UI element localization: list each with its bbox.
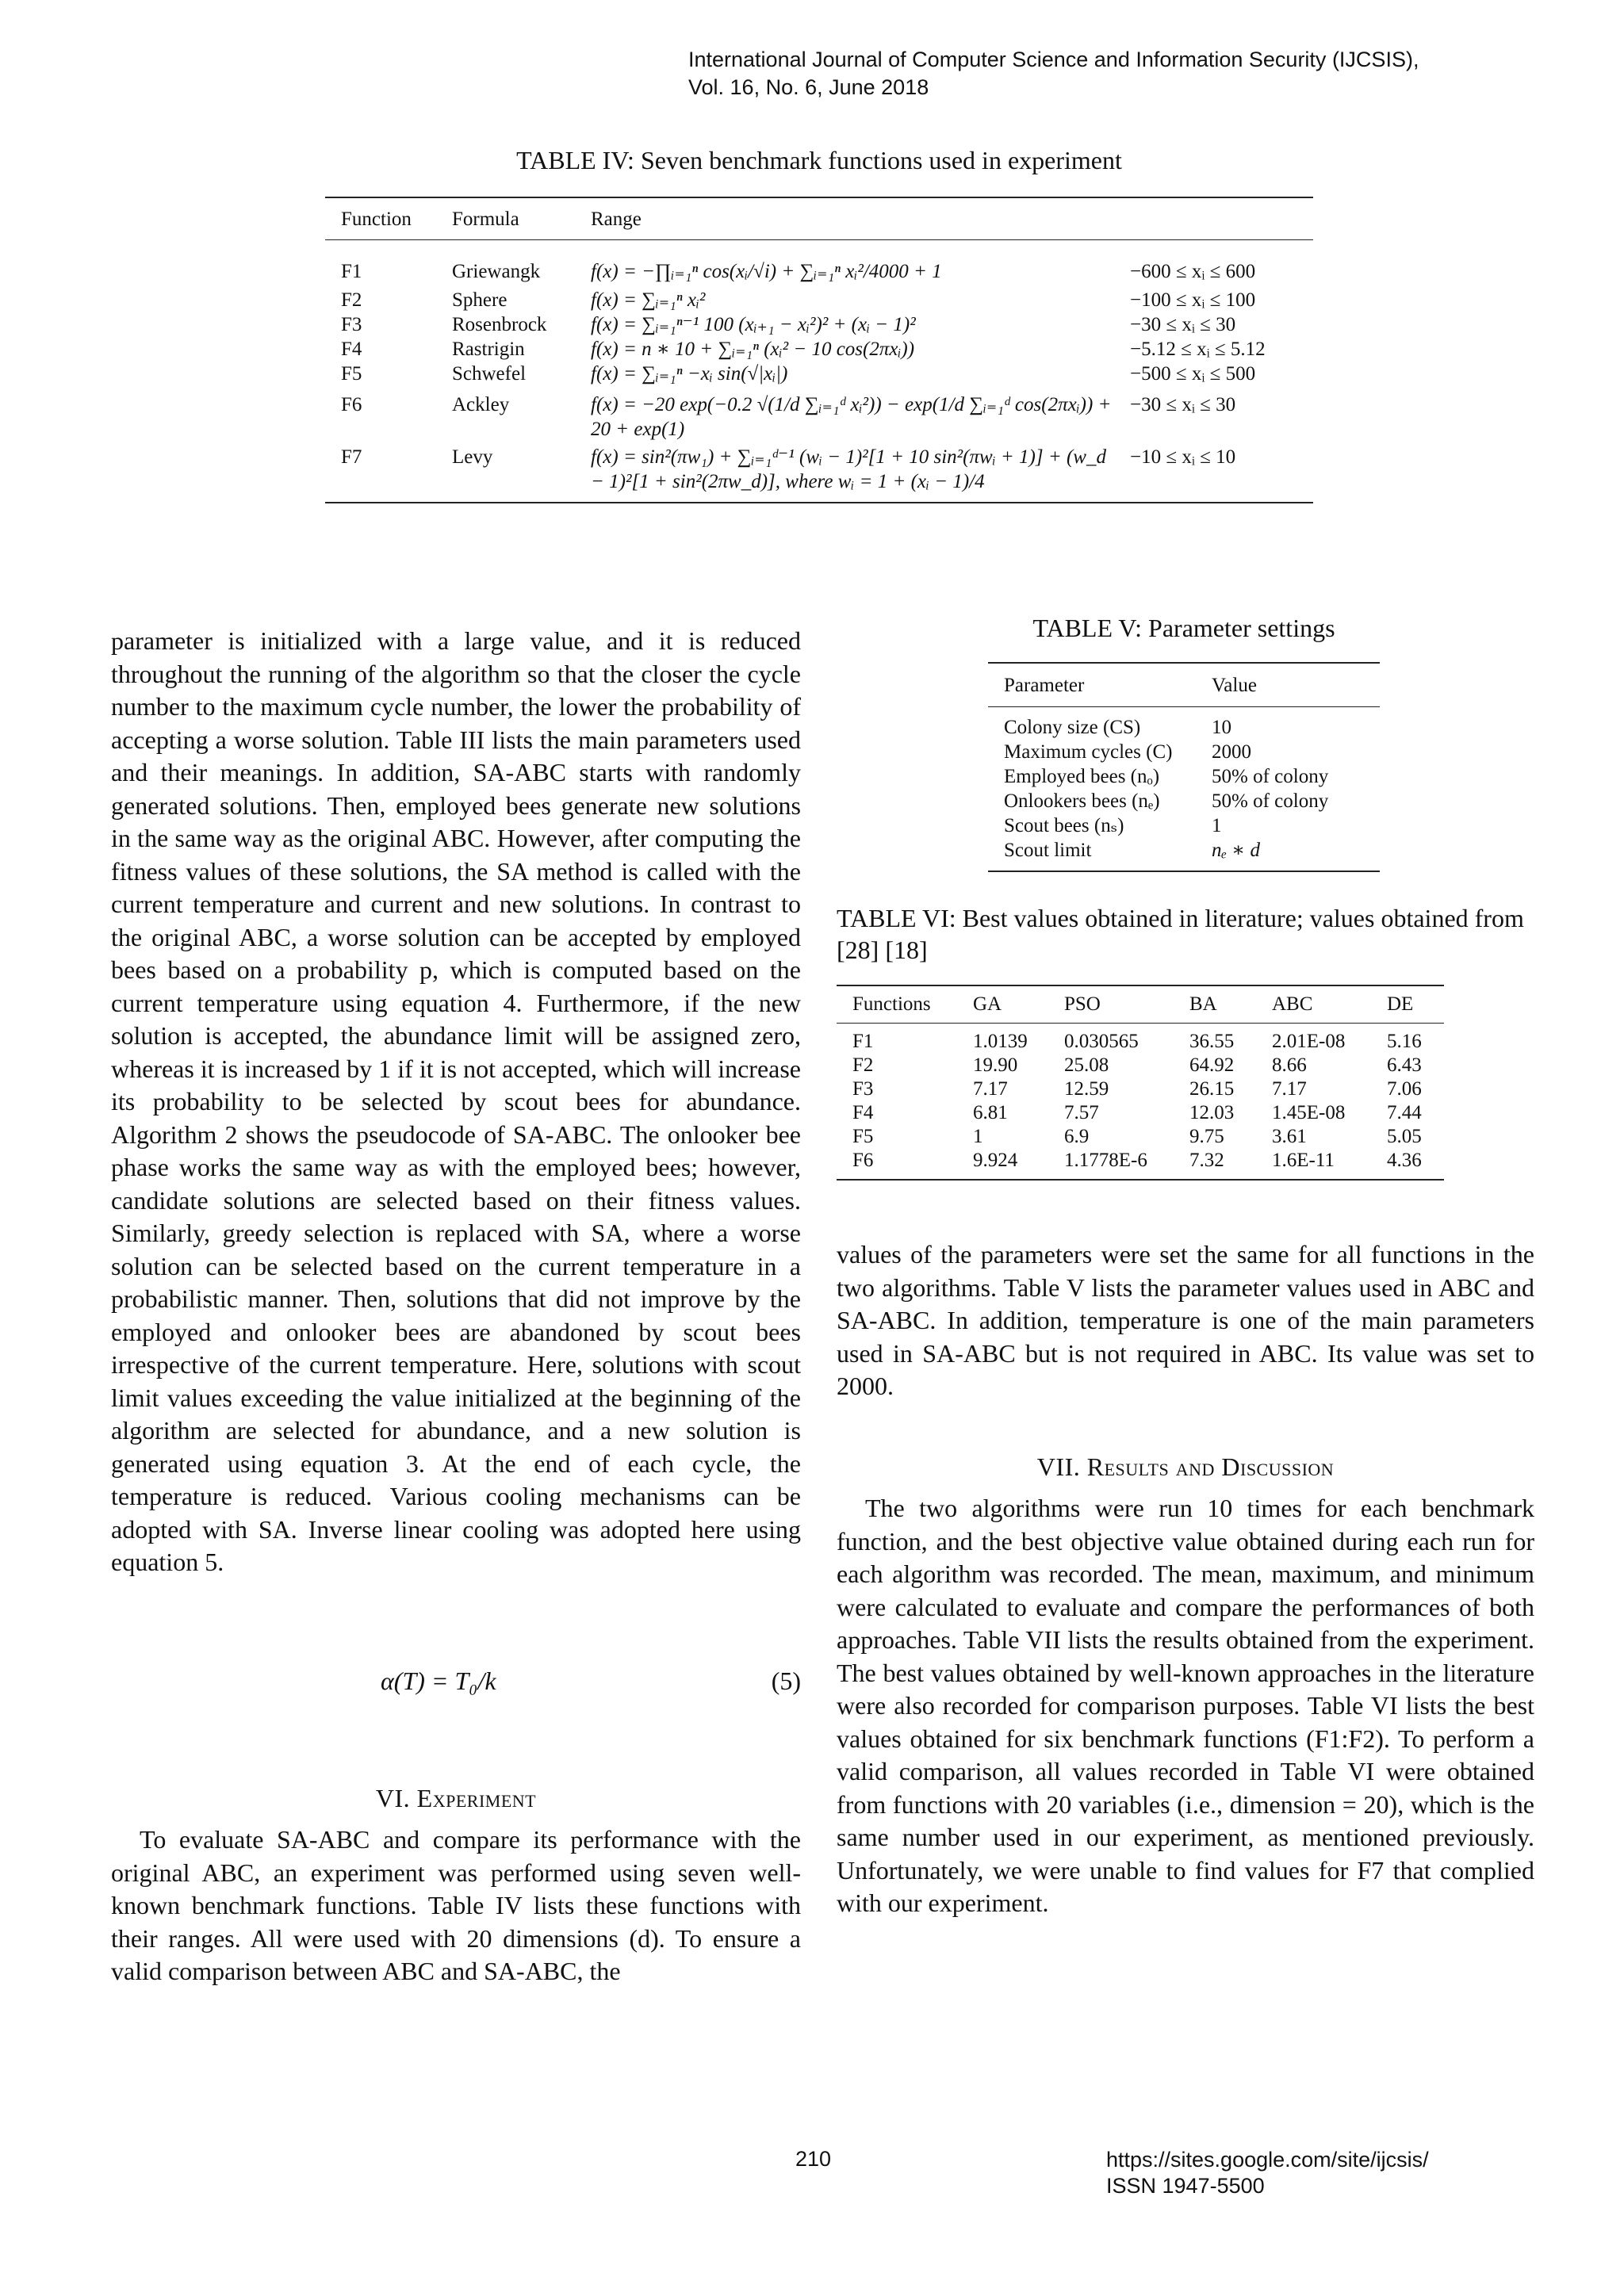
function-range: −100 ≤ xᵢ ≤ 100: [1130, 289, 1256, 311]
table-row: [325, 362, 1313, 386]
function-range: −10 ≤ xᵢ ≤ 10: [1130, 446, 1236, 468]
function-id: F3: [341, 313, 362, 335]
table-row: [988, 789, 1380, 813]
equation-number: (5): [771, 1667, 801, 1695]
table-cell: 5.05: [1387, 1125, 1422, 1147]
function-range: −5.12 ≤ xᵢ ≤ 5.12: [1130, 338, 1266, 360]
table-cell: 64.92: [1189, 1054, 1235, 1076]
function-id: F1: [341, 260, 362, 282]
footer-url: https://sites.google.com/site/ijcsis/: [1106, 2148, 1429, 2172]
table4: [325, 197, 1313, 503]
table-cell: 8.66: [1272, 1054, 1307, 1076]
table-cell: 2.01E-08: [1272, 1030, 1346, 1052]
table4-header-row: [325, 198, 1313, 240]
table-cell: 19.90: [973, 1054, 1018, 1076]
parameter-value: 50% of colony: [1212, 790, 1329, 812]
table6-header-pso: PSO: [1064, 986, 1189, 1024]
table6-header-row: [837, 986, 1444, 1024]
parameter-name: Scout limit: [1004, 839, 1092, 861]
table-row: [837, 1054, 1444, 1077]
table-cell: 1.0139: [973, 1030, 1028, 1052]
table4-header-range: Range: [591, 198, 1130, 240]
table6-header-functions: Functions: [837, 986, 973, 1024]
table-cell: F5: [852, 1125, 874, 1147]
table-cell: 1: [973, 1125, 983, 1147]
left-paragraph-1: parameter is initialized with a large value, and it is reduced throughout the running of the algorithm so that the closer the cycle number to the maximum cycle number, the lower the probability of accepting a worse solution. Table III lists the main parameters used and their meanings. In addition, SA-ABC starts with randomly generated solutions. Then, employed bees generate new solutions in the same way as the original ABC. However, after computing the fitness values of these solutions, the SA method is called with the current temperature and current and new solutions. In contrast to the original ABC, a worse solution can be accepted by employed bees based on a probability p, which is computed based on the current temperature using equation 4. Furthermore, if the new solution is accepted, the abundance limit will be assigned zero, whereas it is increased by 1 if it is not accepted, which will increase its probability to be selected by scout bees for abundance. Algorithm 2 shows the pseudocode of SA-ABC. The onlooker bee phase works the same way as with the employed bees; however, candidate solutions are selected based on their fitness values. Similarly, greedy selection is replaced with SA, where a worse solution can be selected based on the current temperature in a probabilistic manner. Then, solutions that did not improve by the employed and onlooker bees are abandoned by scout bees irrespective of the current temperature. Here, solutions with scout limit values exceeding the value initialized at the beginning of the algorithm are selected for abundance, and a new solution is generated using equation 3. At the end of each cycle, the temperature is reduced. Various cooling mechanisms can be adopted with SA. Inverse linear cooling was adopted here using equation 5.: [111, 626, 801, 1576]
equation-5: [111, 1667, 801, 1701]
table-cell: 6.9: [1064, 1125, 1090, 1147]
table4-caption: TABLE IV: Seven benchmark functions used in experiment: [516, 146, 1122, 174]
function-name: Rosenbrock: [452, 313, 547, 335]
function-name: Schwefel: [452, 362, 527, 385]
left-paragraph-2: To evaluate SA-ABC and compare its performance with the original ABC, an experiment was performed using seven well-known benchmark functions. Table IV lists these functions with their ranges. All were used with 20 dimensions (d). To ensure a valid comparison between ABC and SA-ABC, the: [111, 1825, 801, 1985]
table-cell: F6: [852, 1149, 874, 1171]
table-cell: 7.17: [1272, 1077, 1307, 1100]
function-formula: f(x) = ∑ᵢ₌₁ⁿ xᵢ²: [591, 289, 706, 311]
table-cell: F2: [852, 1054, 874, 1076]
function-range: −600 ≤ xᵢ ≤ 600: [1130, 260, 1256, 282]
function-id: F4: [341, 338, 362, 360]
function-formula: f(x) = −20 exp(−0.2 √(1/d ∑ᵢ₌₁ᵈ xᵢ²)) − exp(1/d ∑ᵢ₌₁ᵈ cos(2πxᵢ)) + 20 + exp(1): [591, 393, 1112, 440]
table-row: [837, 1149, 1444, 1179]
parameter-value: nₑ ∗ d: [1212, 839, 1261, 861]
parameter-name: Scout bees (nₛ): [1004, 814, 1124, 836]
table6-header-ga: GA: [973, 986, 1064, 1024]
table-cell: 25.08: [1064, 1054, 1109, 1076]
table-cell: 7.17: [973, 1077, 1008, 1100]
journal-header: [688, 46, 1419, 101]
journal-title-line: International Journal of Computer Science and Information Security (IJCSIS),: [688, 48, 1419, 71]
table-row: [988, 813, 1380, 838]
page-number: 210: [795, 2147, 832, 2171]
table-cell: 9.75: [1189, 1125, 1224, 1147]
parameter-name: Maximum cycles (C): [1004, 740, 1173, 763]
table5-header-row: [988, 664, 1380, 707]
table6: [837, 985, 1444, 1181]
function-formula: f(x) = ∑ᵢ₌₁ⁿ −xᵢ sin(√|xᵢ|): [591, 362, 788, 385]
table-row: [988, 715, 1380, 740]
function-name: Rastrigin: [452, 338, 525, 360]
table-cell: F1: [852, 1030, 874, 1052]
table-cell: 1.1778E-6: [1064, 1149, 1147, 1171]
table6-caption: TABLE VI: Best values obtained in literature; values obtained from [28] [18]: [837, 904, 1524, 964]
table-cell: F4: [852, 1101, 874, 1123]
table5-header-parameter: Parameter: [988, 664, 1212, 707]
table-cell: 3.61: [1272, 1125, 1307, 1147]
table-row: [325, 337, 1313, 362]
table-row: [325, 442, 1313, 502]
footer-info: [1106, 2147, 1429, 2199]
table-cell: 5.16: [1387, 1030, 1422, 1052]
table4-header-function: Function: [325, 198, 452, 240]
parameter-name: Onlookers bees (nₑ): [1004, 790, 1160, 812]
table-cell: 4.36: [1387, 1149, 1422, 1171]
section-heading-experiment: VI. Experiment: [375, 1784, 537, 1812]
table-cell: F3: [852, 1077, 874, 1100]
table-cell: 7.32: [1189, 1149, 1224, 1171]
table-row: [988, 838, 1380, 871]
function-range: −500 ≤ xᵢ ≤ 500: [1130, 362, 1256, 385]
function-id: F7: [341, 446, 362, 468]
table6-header-abc: ABC: [1272, 986, 1387, 1024]
function-name: Levy: [452, 446, 493, 468]
function-name: Sphere: [452, 289, 508, 311]
table-row: [837, 1125, 1444, 1149]
function-id: F2: [341, 289, 362, 311]
table5: [988, 662, 1380, 872]
table-cell: 7.44: [1387, 1101, 1422, 1123]
table-cell: 7.57: [1064, 1101, 1099, 1123]
table-cell: 36.55: [1189, 1030, 1235, 1052]
table5-caption: TABLE V: Parameter settings: [1032, 614, 1335, 642]
table-cell: 1.6E-11: [1272, 1149, 1335, 1171]
function-formula: f(x) = ∑ᵢ₌₁ⁿ⁻¹ 100 (xᵢ₊₁ − xᵢ²)² + (xᵢ − 1)²: [591, 313, 916, 335]
table-cell: 0.030565: [1064, 1030, 1139, 1052]
parameter-value: 1: [1212, 814, 1222, 836]
parameter-value: 10: [1212, 716, 1231, 738]
table-row: [325, 251, 1313, 288]
table-row: [837, 1101, 1444, 1125]
table-row: [325, 312, 1313, 337]
table-cell: 6.43: [1387, 1054, 1422, 1076]
function-formula: f(x) = sin²(πw₁) + ∑ᵢ₌₁ᵈ⁻¹ (wᵢ − 1)²[1 + 10 sin²(πwᵢ + 1)] + (w_d − 1)²[1 + sin²(2πw_d)], where wᵢ = 1 + (xᵢ − 1)/4: [591, 446, 1106, 492]
table-row: [837, 1030, 1444, 1054]
table-cell: 12.03: [1189, 1101, 1235, 1123]
table6-header-ba: BA: [1189, 986, 1272, 1024]
table-cell: 9.924: [973, 1149, 1018, 1171]
function-name: Ackley: [452, 393, 510, 415]
table6-header-de: DE: [1387, 986, 1444, 1024]
parameter-value: 2000: [1212, 740, 1251, 763]
table-row: [988, 740, 1380, 764]
section-heading-results: VII. Results and Discussion: [1036, 1452, 1335, 1481]
parameter-name: Employed bees (nₒ): [1004, 765, 1160, 787]
table-cell: 6.81: [973, 1101, 1008, 1123]
function-id: F5: [341, 362, 362, 385]
table-row: [325, 288, 1313, 312]
right-paragraph-1: values of the parameters were set the same for all functions in the two algorithms. Table V lists the parameter values used in ABC and SA-ABC. In addition, temperature is one of the main parameters used in SA-ABC but is not required in ABC. Its value was set to 2000.: [837, 1240, 1534, 1400]
table-cell: 7.06: [1387, 1077, 1422, 1100]
table-row: [837, 1077, 1444, 1101]
table-row: [988, 764, 1380, 789]
right-paragraph-2: The two algorithms were run 10 times for each benchmark function, and the best objective value obtained during each run for each algorithm was recorded. The mean, maximum, and minimum were calculated to evaluate and compare the performances of both approaches. Table VII lists the results obtained from the experiment. The best values obtained by well-known approaches in the literature were also recorded for comparison purposes. Table VI lists the best values obtained for six benchmark functions (F1:F2). To perform a valid comparison, all values recorded in Table VI were obtained from functions with 20 variables (i.e., dimension = 20), which is the same number used in our experiment, as mentioned previously. Unfortunately, we were unable to find values for F7 that complied with our experiment.: [837, 1494, 1534, 1917]
function-name: Griewangk: [452, 260, 541, 282]
function-id: F6: [341, 393, 362, 415]
journal-volume-line: Vol. 16, No. 6, June 2018: [688, 75, 929, 99]
table-cell: 1.45E-08: [1272, 1101, 1346, 1123]
parameter-value: 50% of colony: [1212, 765, 1329, 787]
footer-issn: ISSN 1947-5500: [1106, 2174, 1265, 2198]
function-formula: f(x) = n ∗ 10 + ∑ᵢ₌₁ⁿ (xᵢ² − 10 cos(2πxᵢ)): [591, 338, 915, 360]
function-range: −30 ≤ xᵢ ≤ 30: [1130, 393, 1236, 415]
table-cell: 26.15: [1189, 1077, 1235, 1100]
table-row: [325, 386, 1313, 442]
table4-header-formula: Formula: [452, 198, 591, 240]
table-cell: 12.59: [1064, 1077, 1109, 1100]
function-range: −30 ≤ xᵢ ≤ 30: [1130, 313, 1236, 335]
parameter-name: Colony size (CS): [1004, 716, 1141, 738]
function-formula: f(x) = −∏ᵢ₌₁ⁿ cos(xᵢ/√i) + ∑ᵢ₌₁ⁿ xᵢ²/4000 + 1: [591, 260, 942, 282]
equation-body: α(T) = T₀/k: [381, 1667, 496, 1695]
table5-header-value: Value: [1212, 664, 1380, 707]
